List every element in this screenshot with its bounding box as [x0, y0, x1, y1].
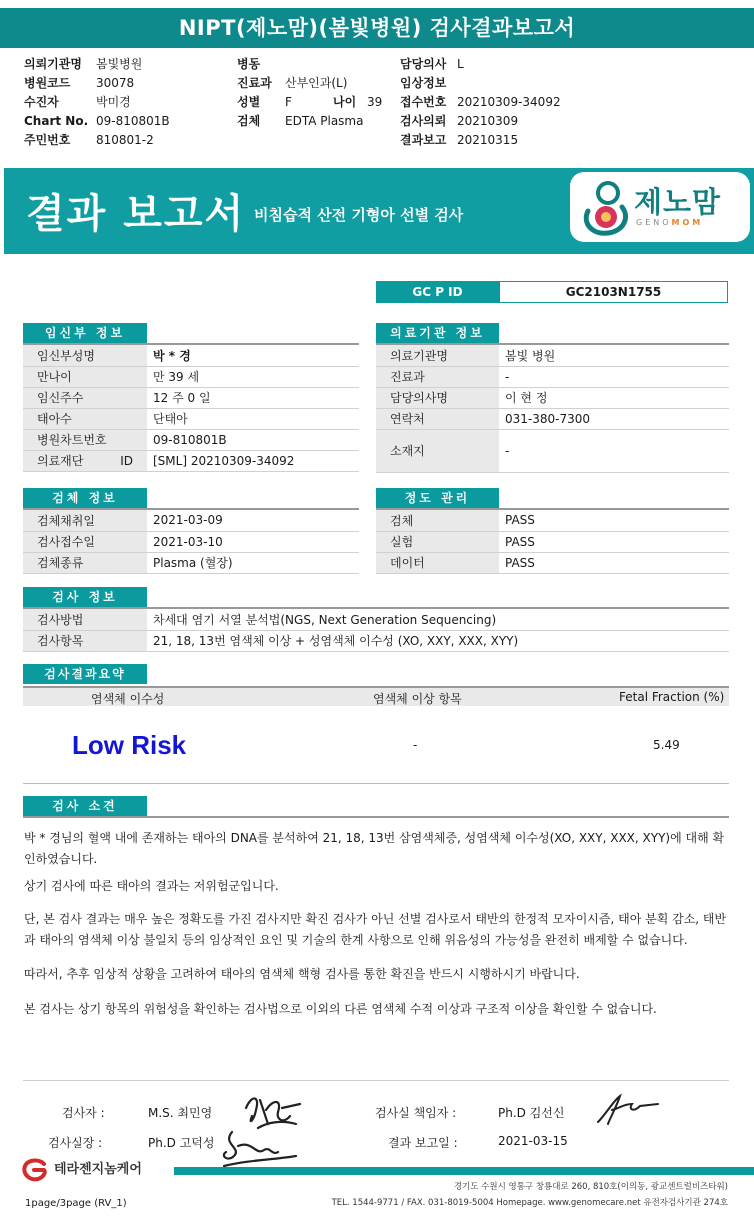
tester-name: M.S. 최민영 — [148, 1106, 213, 1120]
section-quality-control: 정도 관리 — [376, 488, 499, 508]
row-key: 담당의사명 — [376, 387, 499, 408]
header-key: 주민번호 — [24, 133, 71, 147]
section-pregnant-info: 임신부 정보 — [23, 323, 147, 343]
header-value: 20210309 — [457, 114, 519, 128]
row-key: 실험 — [376, 531, 499, 552]
row-value: Plasma (혈장) — [147, 552, 359, 573]
section-opinion: 검사 소견 — [23, 796, 147, 816]
banner-title: 결과 보고서 — [26, 191, 246, 237]
row-key: 검사항목 — [23, 630, 147, 651]
row-value: 이 현 정 — [499, 387, 729, 408]
opinion-paragraph: 박 * 경님의 혈액 내에 존재하는 태아의 DNA를 분석하여 21, 18, 13번 삼염색체증, 성염색체 이수성(XO, XXY, XXX, XYY)에 대해 확인하였습니다. — [24, 831, 725, 866]
header-key: 진료과 — [237, 76, 272, 90]
pregnant-info-table — [23, 345, 359, 472]
table-row — [376, 345, 729, 366]
footer-bar — [174, 1167, 754, 1175]
report-date-label: 결과 보고일 : — [388, 1136, 458, 1150]
quality-control-table — [376, 510, 729, 574]
row-key: 만나이 — [23, 366, 147, 387]
opinion-paragraph: 단, 본 검사 결과는 매우 높은 정확도를 가진 검사지만 확진 검사가 아닌 선별 검사로서 태반의 한정적 모자이시즘, 태아 분획 감소, 태반과 태아의 염색체 이상 불일치 등의 임상적인 요인 및 기술의 한계 사항으로 인해 위음성의 가능성을 완전히 배제할 수 없습니다. — [24, 912, 727, 947]
summary-col-aneuploidy: 염색체 이수성 — [91, 692, 165, 706]
summary-divider — [23, 783, 729, 784]
opinion-paragraph: 따라서, 추후 임상적 상황을 고려하여 태아의 염색체 핵형 검사를 통한 확진을 반드시 시행하시기 바랍니다. — [24, 967, 580, 981]
row-key: 검사방법 — [23, 609, 147, 630]
table-row — [376, 510, 729, 531]
table-row — [376, 552, 729, 573]
table-row — [23, 450, 359, 471]
table-row — [23, 366, 359, 387]
header-key: 임상정보 — [400, 76, 447, 90]
footer-contact: TEL. 1544-9771 / FAX. 031-8019-5004 Homepage. www.genomecare.net 유전자검사기관 274호 — [331, 1198, 728, 1208]
table-row — [23, 552, 359, 573]
logo-subtext — [636, 218, 703, 227]
header-value: 봄빛병원 — [96, 57, 143, 71]
table-row — [23, 345, 359, 366]
row-value: 단태아 — [147, 408, 359, 429]
summary-header — [23, 686, 729, 706]
banner-subtitle: 비침습적 산전 기형아 선별 검사 — [254, 206, 464, 224]
header-key: 나이 — [333, 95, 357, 109]
row-value: 031-380-7300 — [499, 408, 729, 429]
row-key: 검체종류 — [23, 552, 147, 573]
table-row — [23, 387, 359, 408]
genomom-logo — [570, 172, 750, 242]
row-value: PASS — [499, 510, 729, 531]
genomom-logo-icon — [578, 177, 634, 237]
gcpid-label: GC P ID — [376, 281, 499, 303]
lab-head-name: Ph.D 김선신 — [498, 1106, 565, 1120]
header-value: EDTA Plasma — [285, 114, 364, 128]
header-value: 09-810801B — [96, 114, 170, 128]
header-key: 접수번호 — [400, 95, 447, 109]
section-divider — [23, 816, 729, 818]
header-key: 검사의뢰 — [400, 114, 447, 128]
footer-address: 경기도 수원시 영통구 창룡대로 260, 810호(이의동, 광교센트럴비즈타워) — [453, 1182, 728, 1192]
header-key: 병동 — [237, 57, 261, 71]
row-value: PASS — [499, 552, 729, 573]
table-row — [376, 387, 729, 408]
institution-info-table — [376, 345, 729, 473]
row-value: 만 39 세 — [147, 366, 359, 387]
header-col2 — [237, 55, 382, 131]
summary-col-abnormal: 염색체 이상 항목 — [373, 692, 462, 706]
logo-name: 제노맘 — [634, 185, 722, 219]
result-low-risk: Low Risk — [72, 730, 187, 760]
row-value: - — [499, 366, 729, 387]
header-value: F — [285, 95, 292, 109]
header-col1 — [24, 55, 170, 150]
report-date-value: 2021-03-15 — [498, 1134, 568, 1148]
row-key: 임신주수 — [23, 387, 147, 408]
result-fetal-fraction: 5.49 — [653, 738, 680, 752]
header-key: Chart No. — [24, 114, 89, 128]
row-key: 검체채취일 — [23, 510, 147, 531]
logo-sub-geno: GENO — [636, 218, 672, 227]
row-value: 차세대 염기 서열 분석법(NGS, Next Generation Sequencing) — [147, 609, 729, 630]
row-value: 09-810801B — [147, 429, 359, 450]
summary-col-fetal-fraction: Fetal Fraction (%) — [619, 690, 725, 704]
header-key: 결과보고 — [400, 133, 447, 147]
header-value: 박미경 — [96, 95, 131, 109]
header-value: 30078 — [96, 76, 135, 90]
theragen-logo-icon — [20, 1158, 50, 1182]
report-banner — [4, 168, 754, 254]
footer-divider — [23, 1080, 729, 1081]
row-value: 봄빛 병원 — [499, 345, 729, 366]
row-value: 2021-03-10 — [147, 531, 359, 552]
row-value: [SML] 20210309-34092 — [147, 450, 359, 471]
report-title: NIPT(제노맘)(봄빛병원) 검사결과보고서 — [0, 8, 754, 48]
header-value: L — [457, 57, 464, 71]
row-key: 의료기관명 — [376, 345, 499, 366]
header-value: 산부인과(L) — [285, 76, 348, 90]
director-label: 검사실장 : — [48, 1136, 103, 1150]
row-key: 검사접수일 — [23, 531, 147, 552]
header-value: 810801-2 — [96, 133, 154, 147]
row-key: 진료과 — [376, 366, 499, 387]
row-value: 2021-03-09 — [147, 510, 359, 531]
header-key: 수진자 — [24, 95, 59, 109]
logo-sub-mom: MOM — [671, 218, 704, 227]
section-result-summary: 검사결과요약 — [23, 664, 147, 684]
header-value: 20210309-34092 — [457, 95, 561, 109]
row-value: 박 * 경 — [147, 345, 359, 366]
table-row — [23, 531, 359, 552]
row-value: 21, 18, 13번 염색체 이상 + 성염색체 이수성 (XO, XXY, XXX, XYY) — [147, 630, 729, 651]
corp-name: 테라젠지놈케어 — [54, 1162, 142, 1177]
table-row — [376, 429, 729, 472]
director-name: Ph.D 고덕성 — [148, 1136, 215, 1150]
table-row — [23, 609, 729, 630]
header-key: 담당의사 — [400, 57, 447, 71]
header-key: 검체 — [237, 114, 261, 128]
section-institution-info: 의료기관 정보 — [376, 323, 499, 343]
row-key: 검체 — [376, 510, 499, 531]
table-row — [23, 429, 359, 450]
director-signature — [212, 1126, 302, 1170]
header-value: 20210315 — [457, 133, 519, 147]
header-key: 의뢰기관명 — [24, 57, 82, 71]
row-value: PASS — [499, 531, 729, 552]
header-value: 39 — [367, 95, 383, 109]
row-key: 태아수 — [23, 408, 147, 429]
opinion-paragraph: 상기 검사에 따른 태아의 결과는 저위험군입니다. — [24, 879, 279, 893]
specimen-info-table — [23, 510, 359, 574]
table-row — [376, 531, 729, 552]
row-key: 연락처 — [376, 408, 499, 429]
gcpid-value: GC2103N1755 — [499, 281, 728, 303]
header-col3 — [400, 55, 561, 150]
table-row — [23, 630, 729, 651]
row-value: - — [499, 429, 729, 472]
header-key: 성별 — [237, 95, 261, 109]
table-row — [23, 408, 359, 429]
opinion-paragraph: 본 검사는 상기 항목의 위험성을 확인하는 검사법으로 이외의 다른 염색체 수적 이상과 구조적 이상을 확인할 수 없습니다. — [24, 1002, 657, 1016]
row-key: 의료재단 ID — [23, 450, 147, 471]
test-info-table — [23, 609, 729, 652]
table-row — [23, 510, 359, 531]
lab-head-label: 검사실 책임자 : — [375, 1106, 457, 1120]
table-row — [376, 366, 729, 387]
header-key: 병원코드 — [24, 76, 71, 90]
section-specimen-info: 검체 정보 — [23, 488, 147, 508]
row-key: 소재지 — [376, 429, 499, 472]
page-number: 1page/3page (RV_1) — [25, 1198, 127, 1209]
lab-head-signature — [594, 1090, 664, 1130]
tester-label: 검사자 : — [62, 1106, 105, 1120]
row-key: 데이터 — [376, 552, 499, 573]
row-value: 12 주 0 일 — [147, 387, 359, 408]
row-key: 임신부성명 — [23, 345, 147, 366]
row-key: 병원차트번호 — [23, 429, 147, 450]
result-abnormal-items: - — [413, 738, 418, 752]
section-test-info: 검사 정보 — [23, 587, 147, 607]
table-row — [376, 408, 729, 429]
